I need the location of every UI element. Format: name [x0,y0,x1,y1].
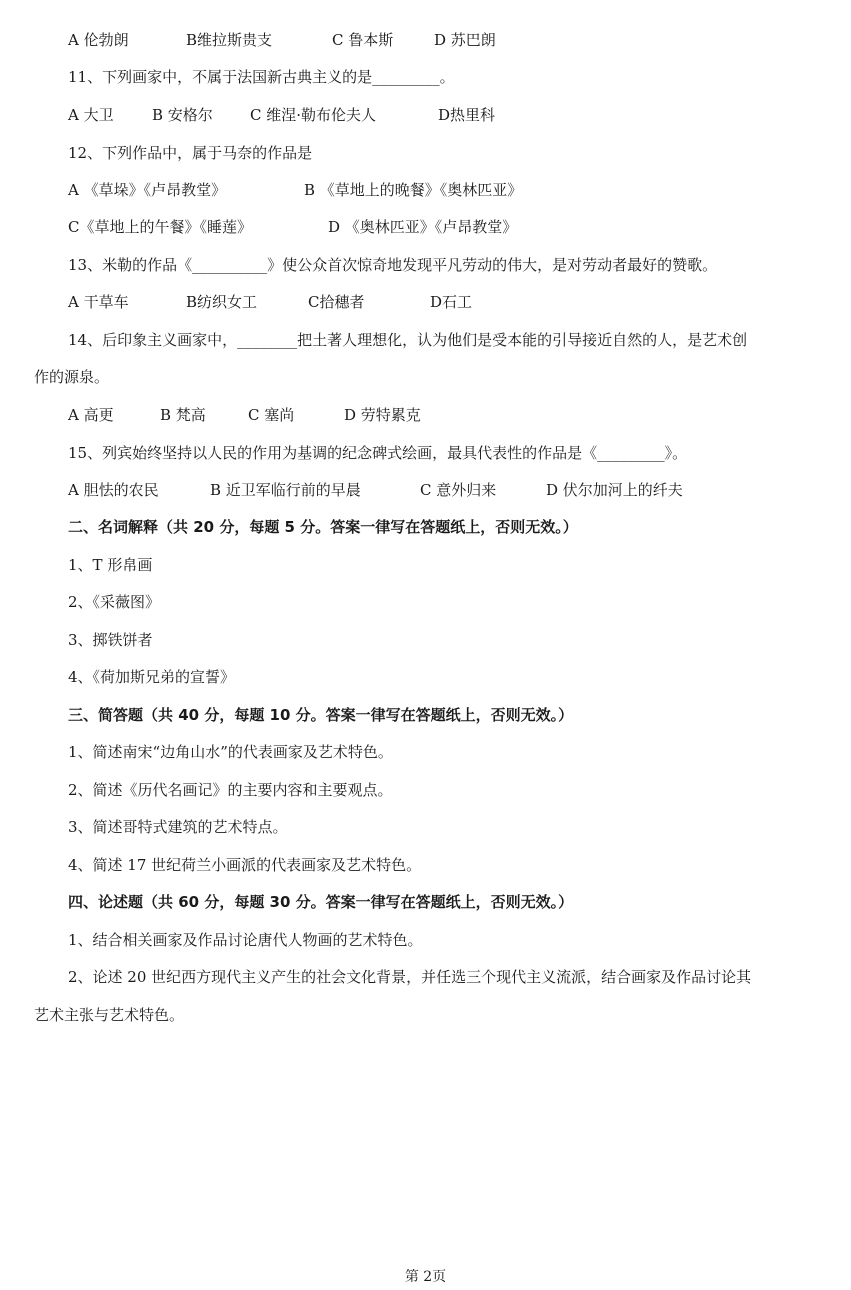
q10-option-b: B维拉斯贵支 [186,31,273,49]
q11-option-b: B 安格尔 [152,106,213,124]
q10-option-a: A 伦勃朗 [68,31,129,49]
q15-option-c: C 意外归来 [420,481,497,499]
section3-item-1: 1、简述南宋“边角山水”的代表画家及艺术特色。 [68,743,393,761]
q10-option-c: C 鲁本斯 [332,31,394,49]
section2-item-3: 3、掷铁饼者 [68,631,153,649]
section3-item-4: 4、简述 17 世纪荷兰小画派的代表画家及艺术特色。 [68,856,422,874]
q11-option-c: C 维涅·勒布伦夫人 [250,106,377,124]
q15-option-d: D 伏尔加河上的纤夫 [546,481,683,499]
q14-options [68,405,828,425]
q13-option-b: B纺织女工 [186,293,258,311]
q13-option-d: D石工 [430,293,473,311]
section2-item-4: 4、《荷加斯兄弟的宣誓》 [68,668,236,686]
q11-option-d: D热里科 [438,106,496,124]
q12-options-row2 [68,217,828,237]
q10-options [68,30,828,50]
q10-option-d: D 苏巴朗 [434,31,496,49]
section4-item-1: 1、结合相关画家及作品讨论唐代人物画的艺术特色。 [68,931,423,949]
q13-option-c: C拾穗者 [308,293,365,311]
q13-stem: 13、米勒的作品《__________》使公众首次惊奇地发现平凡劳动的伟大，是对劳动者最好的赞歌。 [68,256,718,274]
section2-heading: 二、名词解释（共 20 分，每题 5 分。答案一律写在答题纸上，否则无效。） [68,518,578,536]
q15-stem: 15、列宾始终坚持以人民的作用为基调的纪念碑式绘画，最具代表性的作品是《_________》。 [68,444,688,462]
q11-option-a: A 大卫 [68,106,114,124]
q14-option-c: C 塞尚 [248,406,295,424]
section2-item-2: 2、《采薇图》 [68,593,161,611]
q12-option-d: D 《奥林匹亚》《卢昂教堂》 [328,218,518,236]
q12-stem: 12、下列作品中，属于马奈的作品是 [68,144,313,162]
q14-stem-continued: 作的源泉。 [34,368,110,386]
q13-options [68,292,828,312]
q15-options [68,480,828,500]
q11-stem: 11、下列画家中，不属于法国新古典主义的是_________。 [68,68,455,86]
page-number: 第 2页 [404,1269,447,1285]
q11-options [68,105,828,125]
q15-option-b: B 近卫军临行前的早晨 [210,481,361,499]
section2-item-1: 1、T 形帛画 [68,556,153,574]
section3-heading: 三、简答题（共 40 分，每题 10 分。答案一律写在答题纸上，否则无效。） [68,706,574,724]
section4-item-2: 2、论述 20 世纪西方现代主义产生的社会文化背景，并任选三个现代主义流派，结合画家及作品讨论其 [68,968,752,986]
section3-item-3: 3、简述哥特式建筑的艺术特点。 [68,818,288,836]
q12-options-row1 [68,180,828,200]
q14-option-d: D 劳特累克 [344,406,421,424]
q13-option-a: A 干草车 [68,293,129,311]
q12-option-a: A 《草垛》《卢昂教堂》 [68,181,227,199]
q12-option-c: C《草地上的午餐》《睡莲》 [68,218,252,236]
section3-item-2: 2、简述《历代名画记》的主要内容和主要观点。 [68,781,393,799]
q14-stem: 14、后印象主义画家中，________把土著人理想化，认为他们是受本能的引导接近自然的人，是艺术创 [68,331,748,349]
q15-option-a: A 胆怯的农民 [68,481,159,499]
q14-option-a: A 高更 [68,406,114,424]
q12-option-b: B 《草地上的晚餐》《奥林匹亚》 [304,181,523,199]
section4-heading: 四、论述题（共 60 分，每题 30 分。答案一律写在答题纸上，否则无效。） [68,893,574,911]
section4-item-2-continued: 艺术主张与艺术特色。 [34,1006,185,1024]
q14-option-b: B 梵高 [160,406,206,424]
